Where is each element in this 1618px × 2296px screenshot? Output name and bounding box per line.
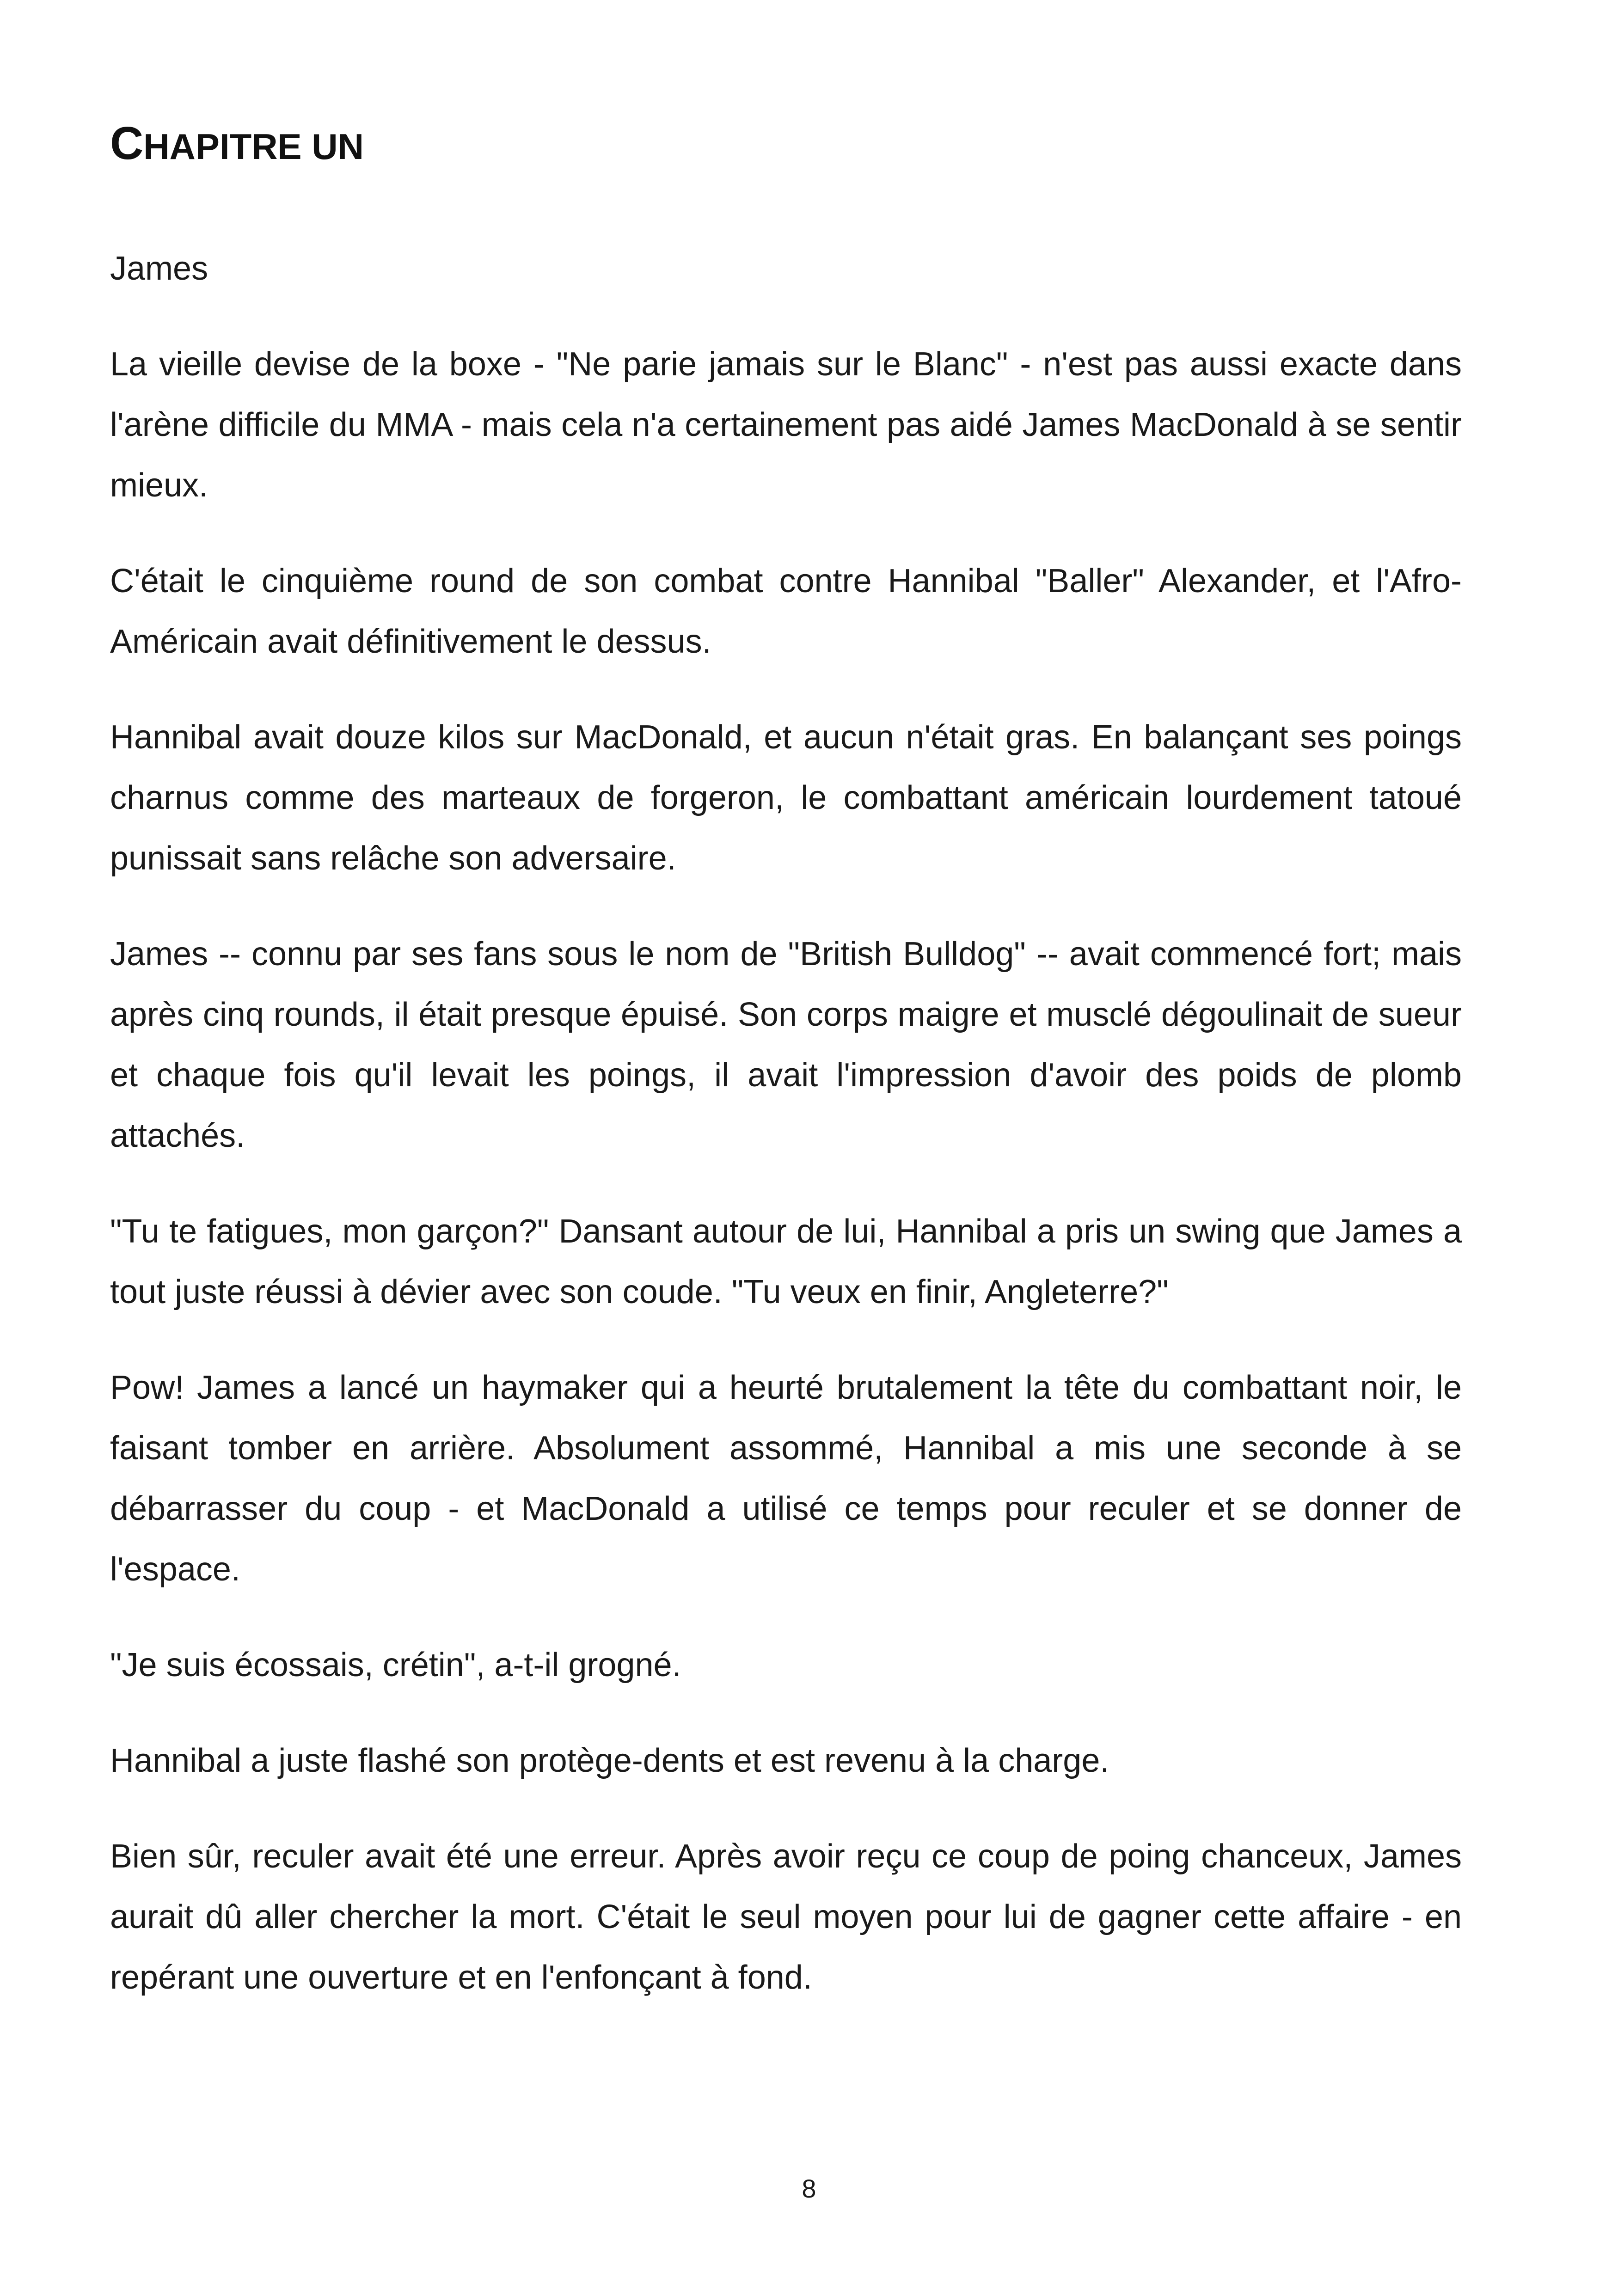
chapter-title-rest: HAPITRE UN bbox=[143, 126, 364, 167]
page-number: 8 bbox=[802, 2174, 816, 2203]
paragraph: Hannibal a juste flashé son protège-dents et est revenu à la charge. bbox=[110, 1742, 1109, 1779]
paragraph: "Tu te fatigues, mon garçon?" Dansant autour de lui, Hannibal a pris un swing que James a tout juste réussi à dévier avec son coude. "Tu veux en finir, Angleterre?" bbox=[110, 1213, 1462, 1310]
paragraph: "Je suis écossais, crétin", a-t-il grogné. bbox=[110, 1647, 681, 1684]
page-content bbox=[110, 118, 1462, 2008]
pov-character-heading: James bbox=[110, 250, 208, 287]
paragraph: C'était le cinquième round de son combat contre Hannibal "Baller" Alexander, et l'Afro-Américain avait définitivement le dessus. bbox=[110, 563, 1462, 660]
paragraph: Hannibal avait douze kilos sur MacDonald, et aucun n'était gras. En balançant ses poings charnus comme des marteaux de forgeron, le combattant américain lourdement tatoué punissait sans relâche son adversaire. bbox=[110, 719, 1462, 877]
paragraph: Pow! James a lancé un haymaker qui a heurté brutalement la tête du combattant noir, le faisant tomber en arrière. Absolument assommé, Hannibal a mis une seconde à se débarrasser du coup - et MacDonald a utilisé ce temps pour reculer et se donner de l'espace. bbox=[110, 1369, 1462, 1588]
paragraph: James -- connu par ses fans sous le nom de "British Bulldog" -- avait commencé fort; mais après cinq rounds, il était presque épuisé. Son corps maigre et musclé dégoulinait de sueur et chaque fois qu'il levait les poings, il avait l'impression d'avoir des poids de plomb attachés. bbox=[110, 936, 1462, 1154]
chapter-title-initial: C bbox=[110, 117, 144, 169]
paragraph: La vieille devise de la boxe - "Ne parie jamais sur le Blanc" - n'est pas aussi exacte dans l'arène difficile du MMA - mais cela n'a certainement pas aidé James MacDonald à se sentir mieux. bbox=[110, 346, 1462, 504]
chapter-title bbox=[110, 118, 1462, 183]
paragraph: Bien sûr, reculer avait été une erreur. Après avoir reçu ce coup de poing chanceux, James aurait dû aller chercher la mort. C'était le seul moyen pour lui de gagner cette affaire - en repérant une ouverture et en l'enfonçant à fond. bbox=[110, 1838, 1462, 1996]
